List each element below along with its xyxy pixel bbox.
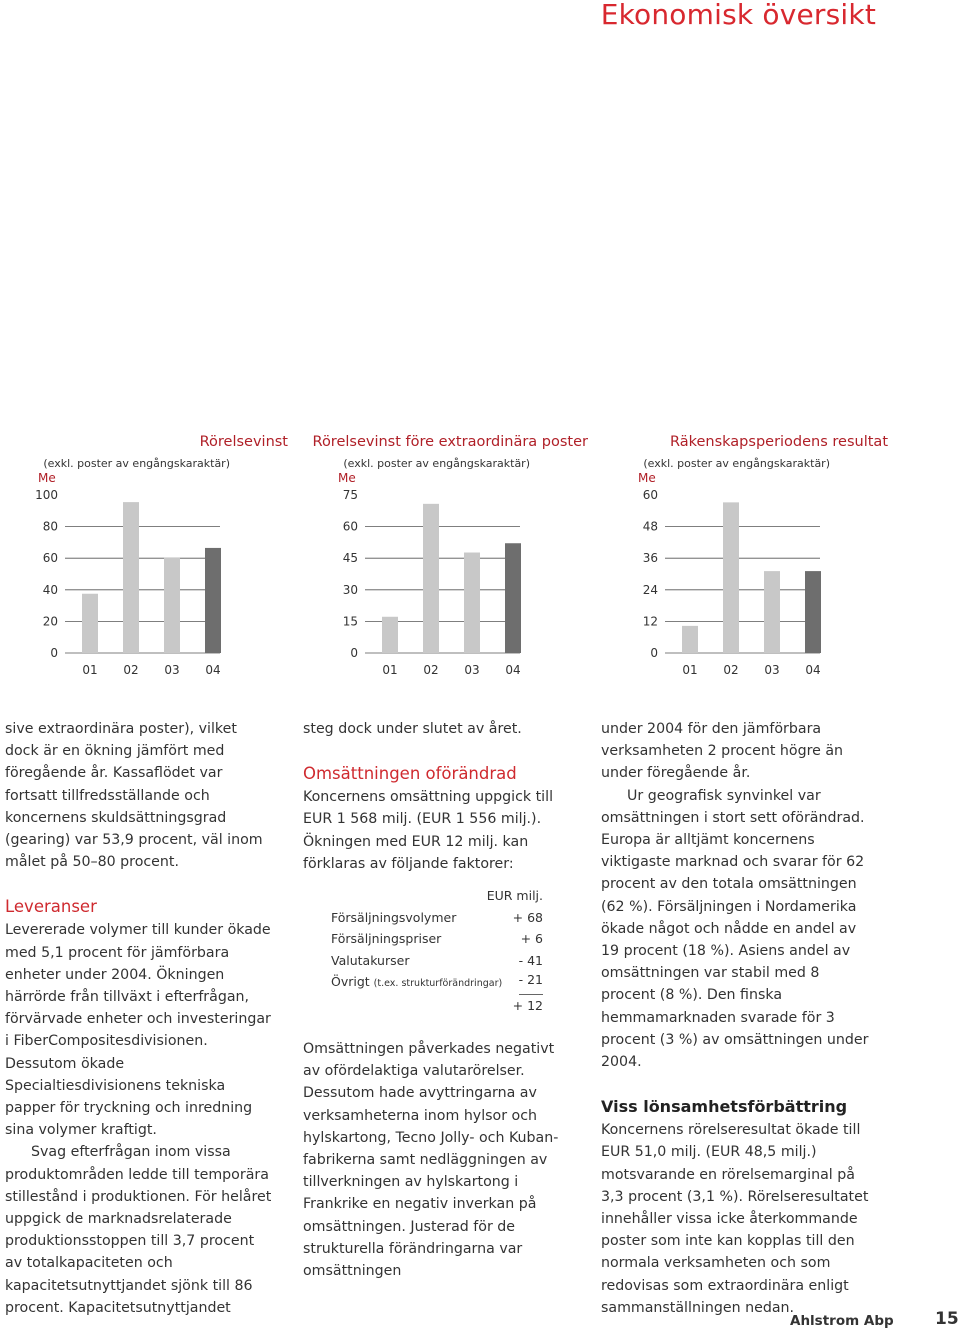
row-value: + 6 — [520, 931, 543, 947]
x-tick-label: 04 — [205, 663, 221, 677]
y-tick-label: 20 — [42, 614, 58, 629]
chart-subtitle: (exkl. poster av engångskaraktär) — [43, 457, 230, 470]
page-number: 15 — [935, 1309, 959, 1329]
row-value: + 68 — [512, 909, 543, 925]
y-tick-label: 0 — [50, 646, 58, 660]
y-axis-label: Me — [38, 471, 56, 485]
x-tick-label: 03 — [464, 663, 480, 677]
y-tick-label: 100 — [35, 488, 58, 502]
x-tick-label: 02 — [423, 663, 439, 677]
heading-omsattning: Omsättningen oförändrad — [303, 764, 517, 784]
paragraph: Levererade volymer till kunder ökade med 5,1 procent för jämförbara enheter under 2004. Ökningen härrörde från tillväxt i efterfrågan, förvärvade enheter och investeringar i FiberCompositesdivisionen. Dessutom ökade Specialtiesdivisionens tekniska papper för tryckning och inredning sina volymer kraftigt. — [5, 922, 271, 1139]
page-title: Ekonomisk översikt — [600, 0, 876, 31]
chart-rorelsevinst-fore-extraordinara — [312, 430, 630, 690]
heading-lonsamhet: Viss lönsamhetsförbättring — [601, 1097, 848, 1117]
bar — [723, 502, 739, 653]
x-tick-label: 01 — [682, 663, 698, 677]
bar — [82, 594, 98, 653]
y-tick-label: 12 — [642, 614, 658, 629]
y-tick-label: 75 — [342, 488, 358, 502]
y-tick-label: 15 — [342, 614, 358, 629]
row-label: Valutakurser — [331, 952, 410, 968]
bar-chart-svg — [630, 430, 930, 690]
y-tick-label: 0 — [650, 646, 658, 660]
paragraph: sive extraordinära poster), vilket dock är en ökning jämfört med föregående år. Kassaflödet var fortsatt tillfredsställande och koncernens skuldsättningsgrad (gearing) var 53,9 procent, väl inom målet på 50–80 procent. — [5, 721, 263, 871]
paragraph: Svag efterfrågan inom vissa produktområden ledde till temporära stillestånd i produktionen. För helåret uppgick de marknadsrelaterade produktionsstoppen till 3,7 procent av totalkapaciteten och kapacitetsutnyttjandet sjönk till 86 procent. Kapacitetsutnyttjandet — [5, 1144, 272, 1316]
x-tick-label: 04 — [505, 663, 521, 677]
y-tick-label: 45 — [342, 551, 358, 566]
bar-chart-svg — [312, 430, 630, 690]
row-value: - 41 — [518, 952, 543, 968]
table-row — [331, 950, 543, 972]
paragraph: Koncernens rörelseresultat ökade till EUR 51,0 milj. (EUR 48,5 milj.) motsvarande en rörelsemarginal på 3,3 procent (3,1 %). Rörelseresultatet innehåller vissa icke återkommande poster som inte kan kopplas till den normala verksamheten och som redovisas som extraordinära enligt sammanställningen nedan. — [601, 1122, 869, 1316]
x-tick-label: 03 — [164, 663, 180, 677]
y-tick-label: 0 — [350, 646, 358, 660]
row-label: Övrigt — [331, 974, 370, 990]
bar — [423, 504, 439, 653]
paragraph: under 2004 för den jämförbara verksamheten 2 procent högre än under föregående år. — [601, 721, 844, 782]
row-label-group — [331, 971, 502, 995]
y-tick-label: 36 — [642, 551, 658, 566]
y-tick-label: 40 — [42, 582, 58, 597]
heading-leveranser: Leveranser — [5, 897, 97, 917]
chart-rorelsevinst — [30, 430, 330, 690]
paragraph: Koncernens omsättning uppgick till EUR 1 568 milj. (EUR 1 556 milj.). Ökningen med EUR 12 milj. kan förklaras av följande faktorer: — [303, 789, 554, 872]
total-value: + 12 — [512, 997, 543, 1013]
bar — [464, 553, 480, 653]
table-row — [331, 928, 543, 950]
y-tick-label: 24 — [642, 582, 658, 597]
chart-rakenskapsperiodens-resultat — [630, 430, 930, 690]
x-tick-label: 02 — [123, 663, 139, 677]
x-tick-label: 01 — [382, 663, 398, 677]
bar — [682, 626, 698, 653]
y-tick-label: 48 — [642, 519, 658, 534]
y-tick-label: 60 — [342, 519, 358, 534]
column-2 — [303, 718, 573, 1282]
row-label: Försäljningsvolymer — [331, 909, 457, 925]
table-total-row — [331, 995, 543, 1017]
table-row — [331, 907, 543, 929]
y-axis-label: Me — [638, 471, 656, 485]
paragraph: Ur geografisk synvinkel var omsättningen i stort sett oförändrad. Europa är alltjämt koncernens viktigaste marknad och svarar för 62 procent av den totala omsättningen (62 %). Försäljningen i Nordamerika ökade något och nådde en andel av 19 procent (18 %). Asiens andel av omsättningen var stabil med 8 procent (8 %). Den finska hemmamarknaden svarade för 3 procent (3 %) av omsättningen under 2004. — [601, 787, 869, 1071]
paragraph: Omsättningen påverkades negativt av ofördelaktiga valutarörelser. Dessutom hade avyttringarna av verksamheterna inom hylsor och hylskartong, Tecno Jolly- och Kuban-fabrikerna samt nedläggningen av tillverkningen av hylskartong i Frankrike en negativ inverkan på omsättningen. Justerad för de strukturella förändringarna var omsättningen — [303, 1041, 559, 1280]
y-tick-label: 30 — [342, 582, 358, 597]
column-3 — [601, 718, 871, 1319]
column-1 — [5, 718, 275, 1319]
chart-subtitle: (exkl. poster av engångskaraktär) — [643, 457, 830, 470]
table-unit: EUR milj. — [486, 888, 543, 904]
table-row — [331, 971, 543, 995]
revenue-factors-table — [331, 885, 543, 1016]
bar — [205, 548, 221, 653]
x-tick-label: 04 — [805, 663, 821, 677]
y-axis-label: Me — [338, 471, 356, 485]
chart-title: Rörelsevinst — [199, 434, 288, 450]
bar — [764, 571, 780, 653]
bar — [123, 502, 139, 653]
y-tick-label: 60 — [42, 551, 58, 566]
row-label: Försäljningspriser — [331, 931, 442, 947]
row-value: - 21 — [519, 971, 543, 995]
bar — [382, 617, 398, 653]
x-tick-label: 03 — [764, 663, 780, 677]
chart-title: Rörelsevinst före extraordinära poster — [312, 434, 588, 450]
y-tick-label: 80 — [42, 519, 58, 534]
bar-chart-svg — [30, 430, 330, 690]
y-tick-label: 60 — [642, 488, 658, 502]
x-tick-label: 01 — [82, 663, 98, 677]
row-note: (t.ex. strukturförändringar) — [373, 978, 503, 990]
chart-title: Räkenskapsperiodens resultat — [669, 434, 888, 450]
paragraph: steg dock under slutet av året. — [303, 721, 522, 737]
chart-subtitle: (exkl. poster av engångskaraktär) — [343, 457, 530, 470]
x-tick-label: 02 — [723, 663, 739, 677]
bar — [164, 557, 180, 653]
bar — [805, 571, 821, 653]
bar — [505, 543, 521, 653]
footer-brand: Ahlstrom Abp — [790, 1313, 894, 1329]
